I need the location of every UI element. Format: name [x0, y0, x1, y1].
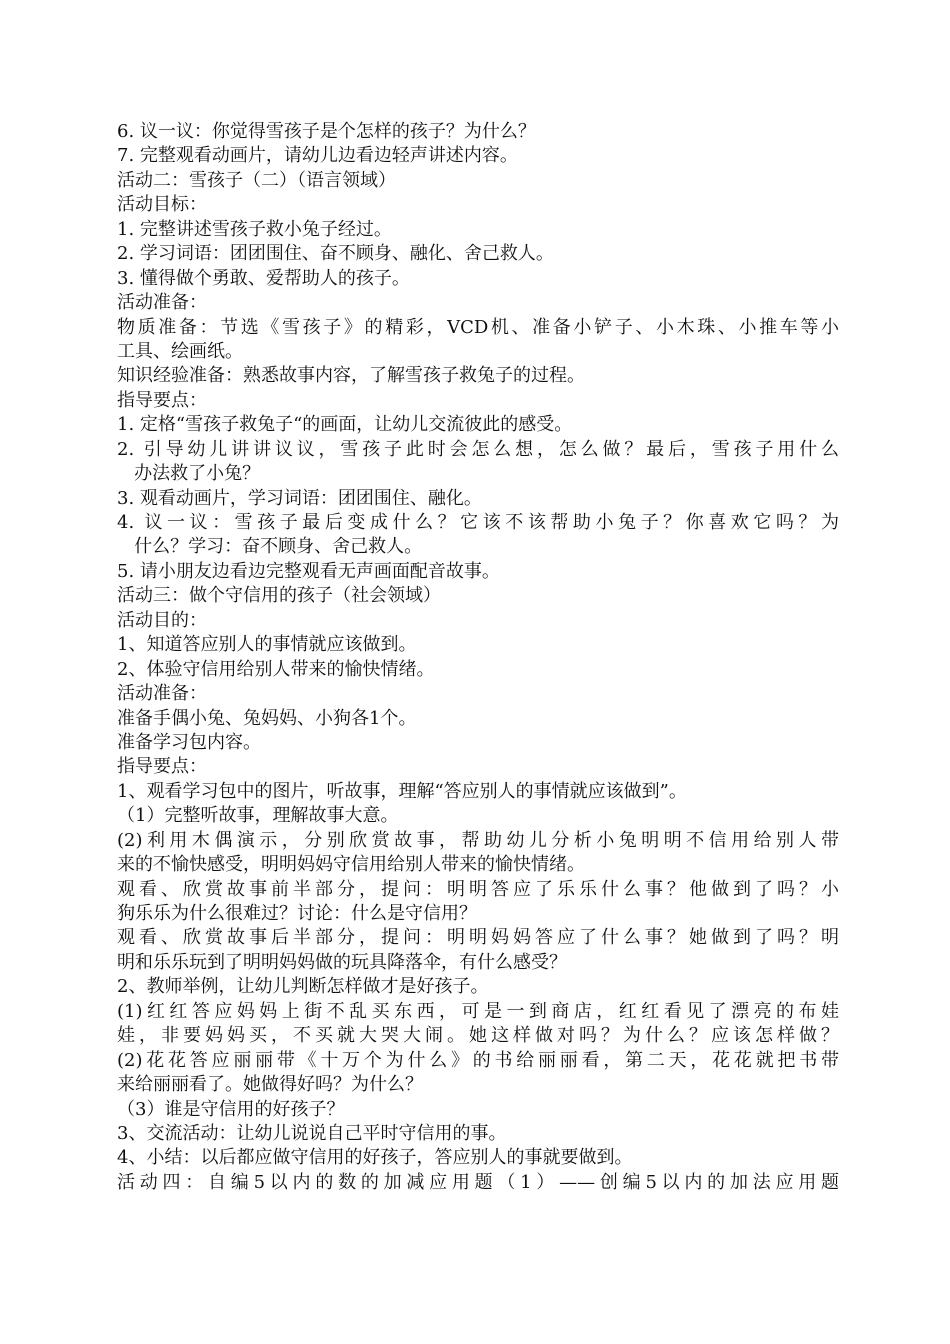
subheading: 活动目标： [117, 194, 207, 216]
text-line: (2)利用木偶演示，分别欣赏故事，帮助幼儿分析小兔明明不信用给别人带 [117, 829, 839, 851]
text-line: 3、交流活动：让幼儿说说自己平时守信用的事。 [117, 1122, 507, 1144]
text-line: 娃，非要妈妈买，不买就大哭大闹。她这样做对吗？为什么？应该怎样做？ [117, 1025, 839, 1047]
text-line: 3. 懂得做个勇敢、爱帮助人的孩子。 [117, 267, 410, 289]
text-line: 办法救了小兔？ [117, 463, 261, 485]
text-line: 5. 请小朋友边看边完整观看无声画面配音故事。 [117, 560, 500, 582]
text-line: 1. 定格“雪孩子救兔子“的画面，让幼儿交流彼此的感受。 [117, 414, 573, 436]
section-heading: 活动二：雪孩子（二）（语言领域） [117, 169, 396, 191]
subheading: 活动目的： [117, 609, 207, 631]
text-line: （3）谁是守信用的好孩子？ [117, 1098, 345, 1120]
text-line: 什么？学习：奋不顾身、舍己救人。 [117, 536, 423, 558]
text-line: 物质准备：节选《雪孩子》的精彩，VCD机、准备小铲子、小木珠、小推车等小 [117, 316, 839, 338]
text-line: 2、教师举例，让幼儿判断怎样做才是好孩子。 [117, 976, 489, 998]
text-line: 准备学习包内容。 [117, 731, 261, 753]
text-line: 准备手偶小兔、兔妈妈、小狗各1个。 [117, 707, 417, 729]
subheading: 活动准备： [117, 292, 207, 314]
subheading: 指导要点： [117, 756, 207, 778]
text-line: 明和乐乐玩到了明明妈妈做的玩具降落伞，有什么感受？ [117, 951, 567, 973]
text-line: 1、观看学习包中的图片，听故事，理解“答应别人的事情就应该做到”。 [117, 780, 687, 802]
section-heading: 活动四：自编5以内的数的加减应用题（1）——创编5以内的加法应用题 [117, 1171, 839, 1193]
text-line: 3. 观看动画片，学习词语：团团围住、融化。 [117, 487, 482, 509]
text-line: 狗乐乐为什么很难过？讨论：什么是守信用？ [117, 903, 477, 924]
text-line: 1. 完整讲述雪孩子救小兔子经过。 [117, 218, 392, 240]
text-line: 观看、欣赏故事后半部分，提问：明明妈妈答应了什么事？她做到了吗？明 [117, 927, 839, 949]
text-line: 6. 议一议：你觉得雪孩子是个怎样的孩子？为什么？ [117, 121, 536, 142]
text-line: 4. 议一议：雪孩子最后变成什么？它该不该帮助小兔子？你喜欢它吗？为 [117, 512, 839, 533]
text-line: 来的不愉快感受，明明妈妈守信用给别人带来的愉快情绪。 [117, 854, 585, 876]
text-line: 知识经验准备：熟悉故事内容，了解雪孩子救兔子的过程。 [117, 365, 585, 387]
subheading: 指导要点： [117, 389, 207, 411]
subheading: 活动准备： [117, 683, 207, 705]
document-page [117, 120, 839, 1195]
text-line: 2、体验守信用给别人带来的愉快情绪。 [117, 658, 435, 680]
text-line: 工具、绘画纸。 [117, 340, 243, 362]
text-line: （1）完整听故事，理解故事大意。 [117, 805, 399, 827]
text-line: 2. 学习词语：团团围住、奋不顾身、融化、舍己救人。 [117, 243, 554, 265]
text-line: (2)花花答应丽丽带《十万个为什么》的书给丽丽看，第二天，花花就把书带 [117, 1049, 839, 1071]
section-heading: 活动三：做个守信用的孩子（社会领域） [117, 585, 441, 607]
text-line: 2. 引导幼儿讲讲议议，雪孩子此时会怎么想，怎么做？最后，雪孩子用什么 [117, 438, 839, 460]
text-line: 4、小结：以后都应做守信用的好孩子，答应别人的事就要做到。 [117, 1147, 633, 1169]
text-line: (1)红红答应妈妈上街不乱买东西，可是一到商店，红红看见了漂亮的布娃 [117, 1000, 839, 1022]
text-line: 1、知道答应别人的事情就应该做到。 [117, 634, 417, 656]
text-line: 观看、欣赏故事前半部分，提问：明明答应了乐乐什么事？他做到了吗？小 [117, 878, 839, 900]
text-line: 来给丽丽看了。她做得好吗？为什么？ [117, 1074, 423, 1096]
text-line: 7. 完整观看动画片，请幼儿边看边轻声讲述内容。 [117, 145, 518, 167]
